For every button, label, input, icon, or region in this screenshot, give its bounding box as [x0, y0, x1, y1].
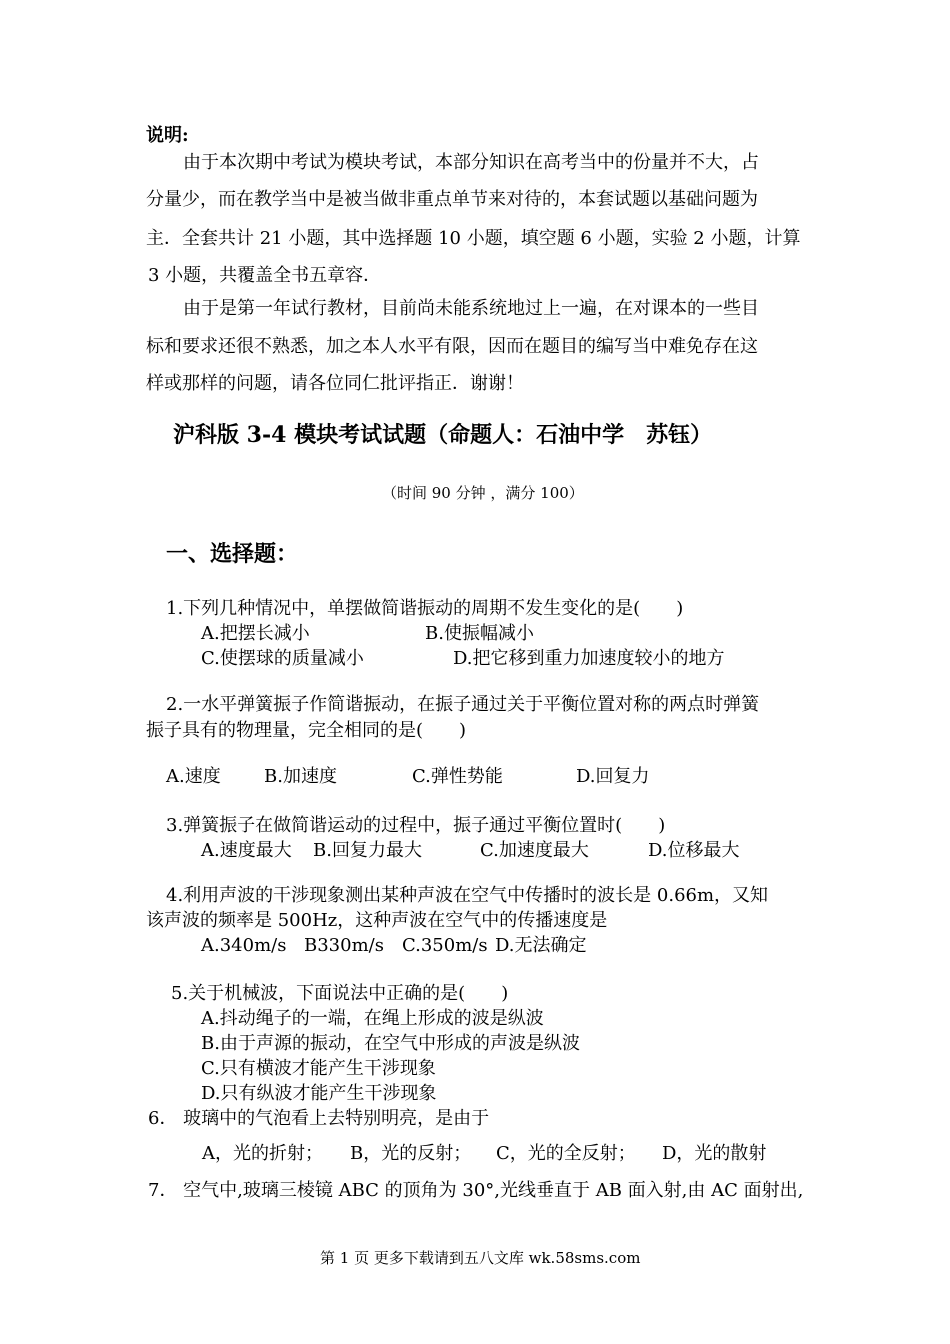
option: B.由于声源的振动，在空气中形成的声波是纵波	[201, 1033, 580, 1054]
option: C.弹性势能	[412, 766, 503, 787]
notes-line: 由于是第一年试行教材，目前尚未能系统地过上一遍，在对课本的一些目	[183, 298, 759, 319]
option: D.只有纵波才能产生干涉现象	[201, 1083, 437, 1104]
exam-title: 沪科版 3-4 模块考试试题（命题人：石油中学 苏钰）	[173, 422, 713, 448]
question-stem: 6． 玻璃中的气泡看上去特别明亮，是由于	[148, 1108, 490, 1129]
notes-line: 分量少，而在教学当中是被当做非重点单节来对待的，本套试题以基础问题为	[146, 189, 758, 210]
option: C.使摆球的质量减小	[201, 648, 364, 669]
option: B，光的反射；	[350, 1143, 472, 1164]
option: A.340m/s	[201, 935, 287, 956]
question-stem: 1.下列几种情况中，单摆做简谐振动的周期不发生变化的是( )	[166, 598, 684, 619]
option: C.加速度最大	[480, 840, 589, 861]
option: A.速度最大	[201, 840, 292, 861]
question-stem: 3.弹簧振子在做简谐运动的过程中，振子通过平衡位置时( )	[166, 815, 666, 836]
option: C，光的全反射；	[496, 1143, 636, 1164]
option: A.抖动绳子的一端，在绳上形成的波是纵波	[201, 1008, 544, 1029]
question-stem: 振子具有的物理量，完全相同的是( )	[146, 720, 467, 741]
question-stem: 2.一水平弹簧振子作简谐振动，在振子通过关于平衡位置对称的两点时弹簧	[166, 694, 760, 715]
option: D.无法确定	[495, 935, 587, 956]
section-heading: 一、选择题：	[166, 541, 299, 567]
option: B.加速度	[264, 766, 337, 787]
page-footer: 第 1 页 更多下载请到五八文库 wk.58sms.com	[320, 1249, 641, 1267]
notes-line: 标和要求还很不熟悉，加之本人水平有限，因而在题目的编写当中难免存在这	[146, 336, 758, 357]
option: B330m/s	[304, 935, 384, 956]
question-stem: 5.关于机械波，下面说法中正确的是( )	[171, 983, 509, 1004]
option: D.回复力	[576, 766, 650, 787]
option: B.使振幅减小	[425, 623, 534, 644]
option: A.把摆长减小	[201, 623, 310, 644]
notes-line: 主．全套共计 21 小题，其中选择题 10 小题，填空题 6 小题，实验 2 小题，计算	[146, 228, 801, 249]
option: B.回复力最大	[313, 840, 422, 861]
exam-subtitle: （时间 90 分钟 ，满分 100）	[382, 484, 584, 502]
notes-line: 样或那样的问题，请各位同仁批评指正．谢谢！	[146, 373, 524, 394]
notes-line: 由于本次期中考试为模块考试，本部分知识在高考当中的份量并不大，占	[183, 152, 759, 173]
notes-heading: 说明:	[146, 125, 189, 146]
option: D.把它移到重力加速度较小的地方	[453, 648, 725, 669]
question-stem: 4.利用声波的干涉现象测出某种声波在空气中传播时的波长是 0.66m，又知	[166, 885, 769, 906]
option: C.只有横波才能产生干涉现象	[201, 1058, 436, 1079]
option: D.位移最大	[648, 840, 740, 861]
notes-line: 3 小题，共覆盖全书五章容．	[148, 265, 382, 286]
option: C.350m/s	[402, 935, 488, 956]
question-stem: 7． 空气中,玻璃三棱镜 ABC 的顶角为 30°,光线垂直于 AB 面入射,由 AC 面射出,	[148, 1180, 804, 1201]
option: D，光的散射	[662, 1143, 767, 1164]
question-stem: 该声波的频率是 500Hz，这种声波在空气中的传播速度是	[146, 910, 608, 931]
option: A，光的折射；	[202, 1143, 323, 1164]
option: A.速度	[166, 766, 221, 787]
